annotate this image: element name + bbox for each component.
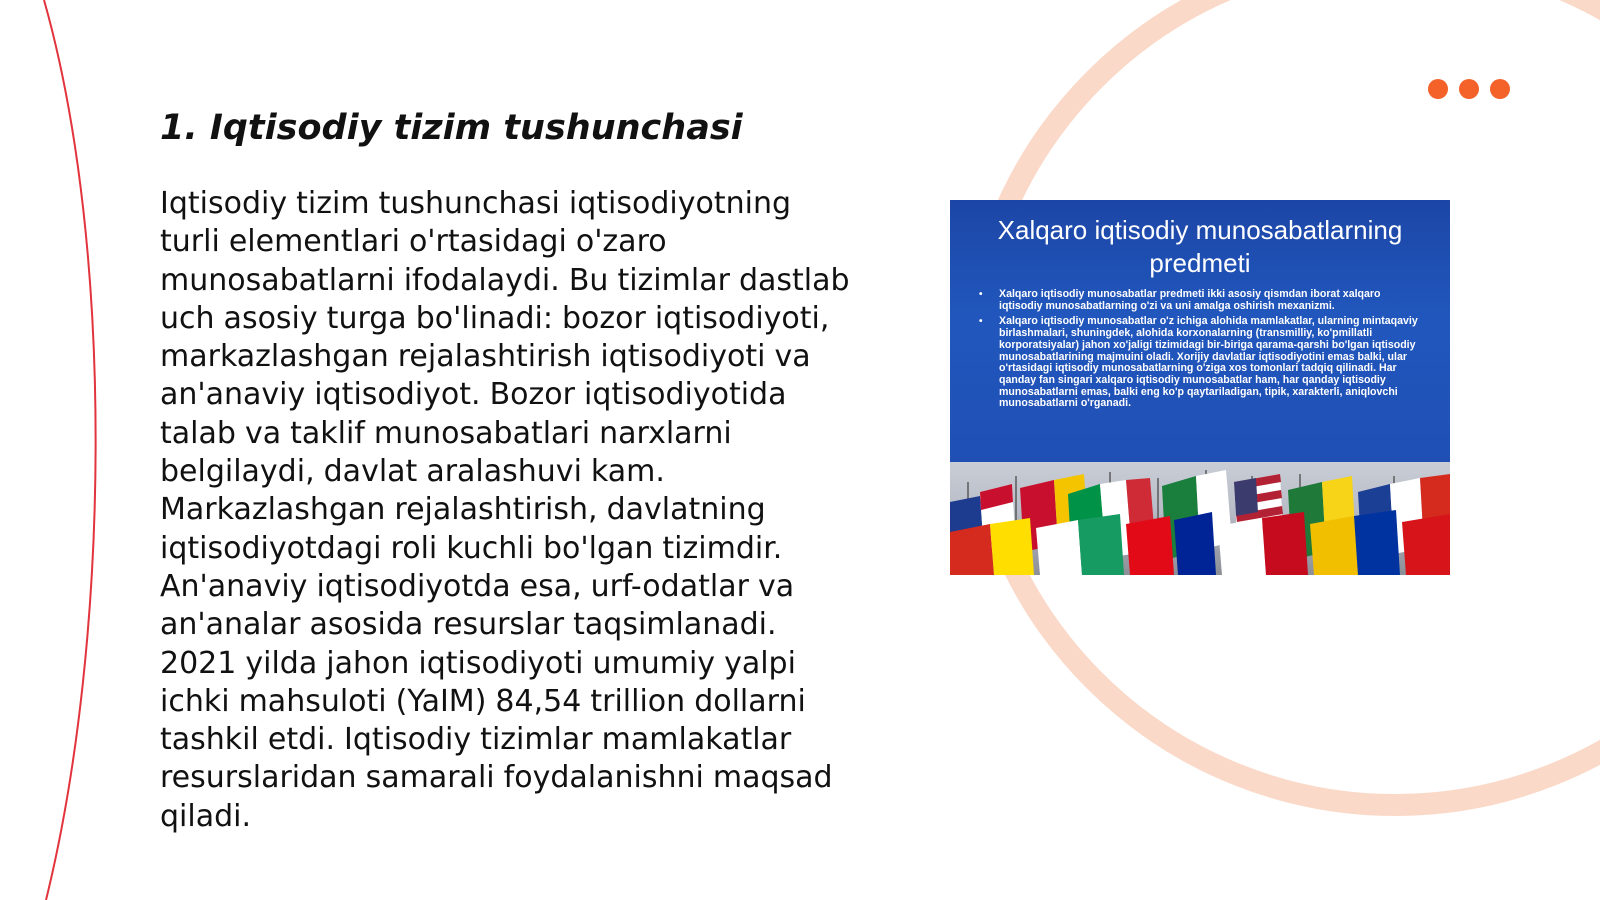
image-title: Xalqaro iqtisodiy munosabatlarning predmeti xyxy=(997,215,1403,278)
decorative-dots xyxy=(1428,79,1510,99)
dot-icon xyxy=(1459,79,1479,99)
slide-image xyxy=(950,200,1450,575)
image-bullet: • Xalqaro iqtisodiy munosabatlar predmeti ikki asosiy qismdan iborat xalqaro iqtisodiy munosabatlarning o'zi va uni amalga oshirish mexanizmi. xyxy=(999,289,1419,312)
flags-front-row xyxy=(950,510,1450,575)
slide-title: 1. Iqtisodiy tizim tushunchasi xyxy=(160,108,743,148)
dot-icon xyxy=(1428,79,1448,99)
image-bullet: • Xalqaro iqtisodiy munosabatlar o'z ichiga alohida mamlakatlar, ularning mintaqaviy birlashmalari, shuningdek, alohida korxonalarning (transmilliy, ko'pmillatli korporatsiyalar) jahon xo'jaligi tizimidagi bir-biriga qarama-qarshi bo'lgan iqtisodiy munosabatlarining majmuini oladi. Xorijiy davlatlar iqtisodiyotini emas balki, ular o'rtasidagi iqtisodiy munosabatlarning o'ziga xos tomonlari tadqiq qilinadi. Har qanday fan singari xalqaro iqtisodiy munosabatlar ham, har qanday iqtisodiy munosabatlarni emas, balki eng ko'p qaytariladigan, tipik, xarakterli, aniqlovchi munosabatlarni o'rganadi. xyxy=(999,316,1419,410)
decorative-red-curve xyxy=(44,0,96,900)
image-text-panel xyxy=(950,200,1450,465)
slide-body-text: Iqtisodiy tizim tushunchasi iqtisodiyotning turli elementlari o'rtasidagi o'zaro munosabatlarni ifodalaydi. Bu tizimlar dastlab uch asosiy turga bo'linadi: bozor iqtisodiyoti, markazlashgan rejalashtirish iqtisodiyoti va an'anaviy iqtisodiyot. Bozor iqtisodiyotida talab va taklif munosabatlari narxlarni belgilaydi, davlat aralashuvi kam. Markazlashgan rejalashtirish, davlatning iqtisodiyotdagi roli kuchli bo'lgan tizimdir. An'anaviy iqtisodiyotda esa, urf-odatlar va an'analar asosida resurslar taqsimlanadi. 2021 yilda jahon iqtisodiyoti umumiy yalpi ichki mahsuloti (YaIM) 84,54 trillion dollarni tashkil etdi. Iqtisodiy tizimlar mamlakatlar resurslaridan samarali foydalanishni maqsad qiladi. xyxy=(160,186,850,834)
dot-icon xyxy=(1490,79,1510,99)
flags-photo xyxy=(950,462,1450,575)
image-bullet-list xyxy=(978,289,1419,414)
flags-illustration xyxy=(950,462,1450,575)
